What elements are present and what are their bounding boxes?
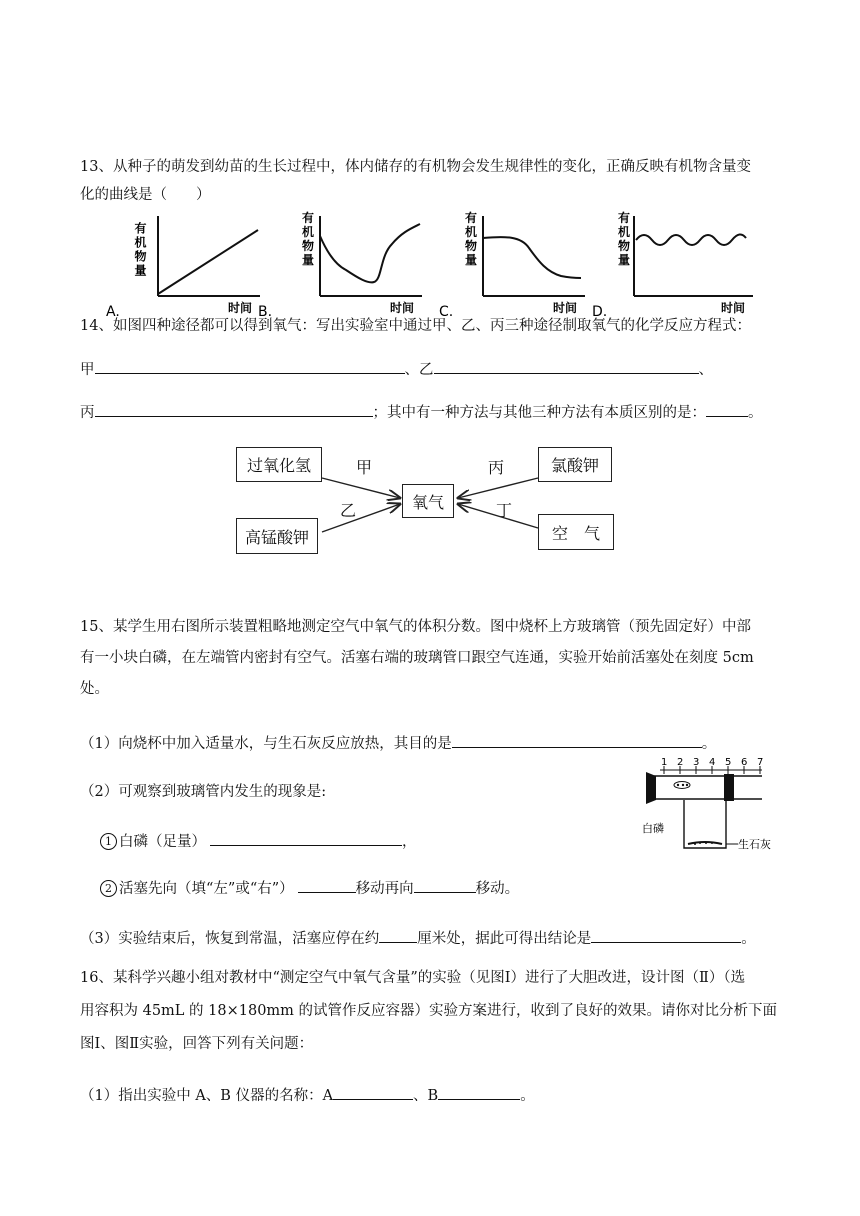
piston xyxy=(724,774,734,801)
q16-line-3: 图Ⅰ、图Ⅱ实验，回答下列有关问题： xyxy=(80,1036,314,1052)
circled-number-1: 1 xyxy=(100,833,117,850)
circled-number-2: 2 xyxy=(100,880,117,897)
q13-line-1: 13、从种子的萌发到幼苗的生长过程中，体内储存的有机物会发生规律性的变化，正确反映有机物含量变 xyxy=(80,159,751,175)
graph-a-xlabel: 时间 xyxy=(228,301,253,315)
scale-tick-label: 7 xyxy=(757,757,764,768)
q15-p3b-text: 厘米处，据此可得出结论是 xyxy=(417,931,592,947)
label-jia: 甲 xyxy=(80,362,95,378)
q15-s1-text: 白磷（足量） xyxy=(119,834,206,850)
q16-p1b-text: 、B xyxy=(413,1088,439,1104)
scale-tick-label: 6 xyxy=(741,757,748,768)
q15-s1-end: ， xyxy=(402,834,417,850)
q15-line-1: 15、某学生用右图所示装置粗略地测定空气中氧气的体积分数。图中烧杯上方玻璃管（预先固定好）中部 xyxy=(80,619,751,635)
q15-s2c-text: 移动。 xyxy=(475,881,520,897)
q15-s2b-text: 移动再向 xyxy=(355,881,414,897)
label-bing: 丙 xyxy=(80,405,95,421)
yi-equation-blank[interactable] xyxy=(434,358,699,374)
graph-b-ylabel: 有机物量 xyxy=(302,211,315,267)
q15-s2a-text: 活塞先向（填“左”或“右”） xyxy=(119,881,294,897)
graph-d-option: D. xyxy=(592,304,608,320)
separator: 、 xyxy=(404,362,419,378)
q16-line-1: 16、某科学兴趣小组对教材中“测定空气中氧气含量”的实验（见图Ⅰ）进行了大胆改进，设计图（Ⅱ）（选 xyxy=(80,970,746,986)
route-jia: 甲 xyxy=(356,458,373,477)
scale-ticks xyxy=(661,757,763,774)
difference-blank[interactable] xyxy=(706,401,748,417)
q14-line-3 xyxy=(80,401,763,423)
graph-c-option: C. xyxy=(439,304,454,320)
graph-b-xlabel: 时间 xyxy=(390,301,415,315)
q14-tail: ；其中有一种方法与其他三种方法有本质区别的是： xyxy=(372,405,706,421)
scale-tick-label: 3 xyxy=(693,757,700,768)
q15-line-3: 处。 xyxy=(80,681,109,697)
q15-p3a-text: （3）实验结束后，恢复到常温，活塞应停在约 xyxy=(80,931,380,947)
conclusion-blank[interactable] xyxy=(591,927,741,943)
graph-a xyxy=(100,208,265,318)
graph-a-option: A. xyxy=(106,304,120,320)
kmno4-box: 高锰酸钾 xyxy=(236,518,318,554)
phosphorus-phenomenon-blank[interactable] xyxy=(210,830,402,846)
scale-tick-label: 1 xyxy=(661,757,668,768)
graph-c-xlabel: 时间 xyxy=(553,301,578,315)
bing-equation-blank[interactable] xyxy=(95,401,373,417)
q15-line-2: 有一小块白磷，在左端管内密封有空气。活塞右端的玻璃管口跟空气连通，实验开始前活塞处在刻度 5cm xyxy=(80,650,754,666)
q15-p1-end: 。 xyxy=(701,736,717,752)
first-direction-blank[interactable] xyxy=(298,877,356,893)
oxygen-box: 氧气 xyxy=(402,484,454,518)
q15-part-3 xyxy=(80,927,756,949)
kclo3-box: 氯酸钾 xyxy=(538,447,612,482)
apparatus-figure xyxy=(640,756,790,856)
q16-line-2: 用容积为 45mL 的 18×180mm 的试管作反应容器）实验方案进行，收到了良好的效果。请你对比分析下面 xyxy=(80,1003,778,1019)
q16-p1a-text: （1）指出实验中 A、B 仪器的名称：A xyxy=(80,1088,334,1104)
graph-c-ylabel: 有机物量 xyxy=(465,211,478,267)
route-bing: 丙 xyxy=(488,458,505,477)
graph-a-ylabel: 有机物量 xyxy=(133,222,147,276)
scale-tick-label: 4 xyxy=(709,757,716,768)
beaker xyxy=(684,800,726,848)
piston-position-blank[interactable] xyxy=(379,927,417,943)
q15-p3-end: 。 xyxy=(741,931,756,947)
q14-line-2 xyxy=(80,358,713,380)
instrument-a-blank[interactable] xyxy=(333,1084,413,1100)
separator: 、 xyxy=(698,362,713,378)
route-yi: 乙 xyxy=(340,501,357,520)
q14-end: 。 xyxy=(748,405,763,421)
instrument-b-blank[interactable] xyxy=(438,1084,520,1100)
q15-p1-text: （1）向烧杯中加入适量水，与生石灰反应放热，其目的是 xyxy=(80,736,452,752)
graph-c xyxy=(425,208,590,318)
h2o2-box: 过氧化氢 xyxy=(236,447,322,482)
graph-d xyxy=(588,208,758,318)
q16-part-1 xyxy=(80,1084,535,1106)
label-yi: 乙 xyxy=(419,362,434,378)
q15-sub-1 xyxy=(100,830,417,852)
q15-part-2: （2）可观察到玻璃管内发生的现象是: xyxy=(80,784,327,800)
graph-b-option: B. xyxy=(258,304,273,320)
q15-part-1 xyxy=(80,732,716,754)
jia-equation-blank[interactable] xyxy=(95,358,405,374)
purpose-blank[interactable] xyxy=(452,732,702,748)
q14-line-1: 14、如图四种途径都可以得到氧气：写出实验室中通过甲、乙、丙三种途径制取氧气的化学反应方程式： xyxy=(80,318,751,334)
q15-sub-2 xyxy=(100,877,519,899)
route-ding: 丁 xyxy=(496,501,513,520)
scale-tick-label: 2 xyxy=(677,757,684,768)
air-box: 空 气 xyxy=(538,514,614,550)
q16-p1-end: 。 xyxy=(520,1088,535,1104)
q13-line-2: 化的曲线是（ ） xyxy=(80,187,211,203)
second-direction-blank[interactable] xyxy=(414,877,476,893)
graph-b xyxy=(258,208,427,320)
graph-d-ylabel: 有机物量 xyxy=(618,211,631,267)
quicklime-label: 生石灰 xyxy=(738,838,771,851)
phosphorus-label: 白磷 xyxy=(642,822,664,835)
graph-d-xlabel: 时间 xyxy=(721,301,746,315)
scale-tick-label: 5 xyxy=(725,757,732,768)
